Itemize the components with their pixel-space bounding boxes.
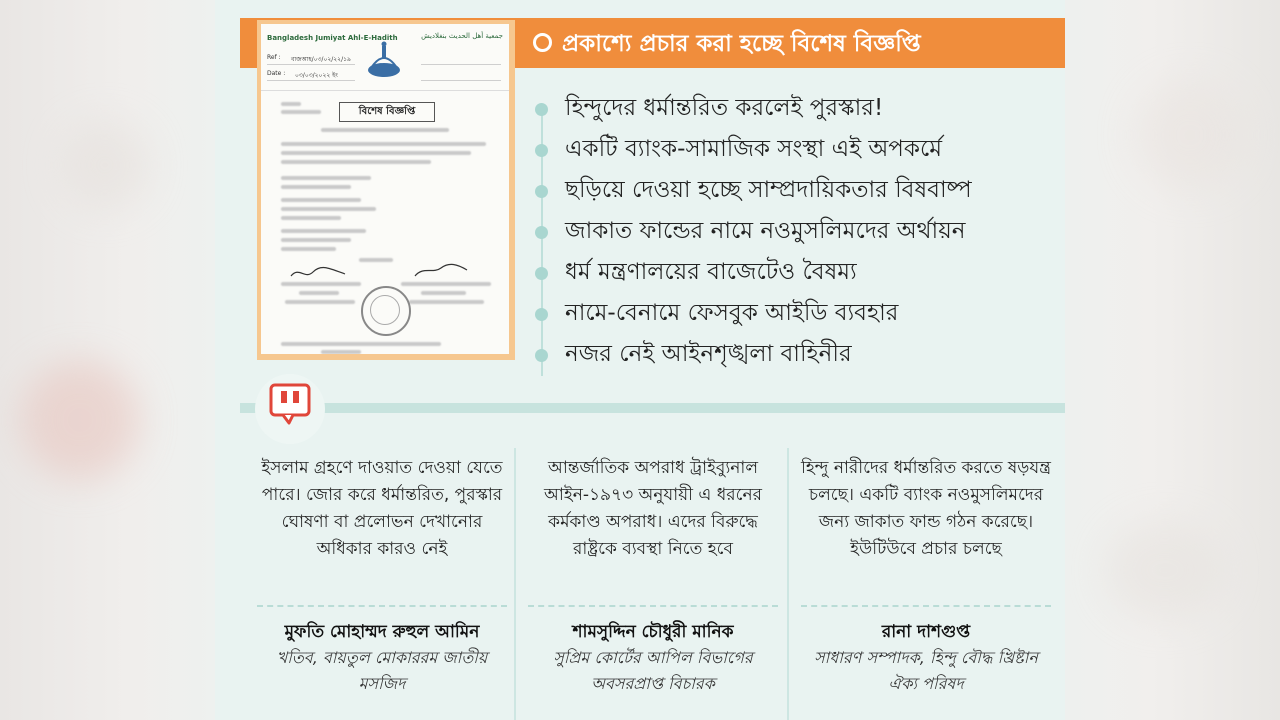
infographic-card	[215, 0, 1065, 720]
bullet-list	[535, 88, 1055, 375]
column-separator	[787, 448, 789, 720]
background-blur-shape	[60, 120, 150, 210]
bullet-dot-icon	[535, 308, 548, 321]
bullet-item	[535, 293, 1055, 334]
speaker-role: সাধারণ সম্পাদক, হিন্দু বৌদ্ধ খ্রিষ্টান ঐক্য পরিষদ	[814, 648, 1038, 693]
speaker-role: সুপ্রিম কোর্টের আপিল বিভাগের অবসরপ্রাপ্ত বিচারক	[553, 648, 753, 693]
signature-left-icon	[289, 264, 349, 282]
dashed-separator	[801, 605, 1051, 607]
document-text-blurred	[281, 282, 361, 286]
document-text-blurred	[281, 110, 321, 114]
document-title: বিশেষ বিজ্ঞপ্তি	[339, 102, 435, 122]
bullet-item	[535, 334, 1055, 375]
document-rule	[421, 64, 501, 65]
bullet-text: নামে-বেনামে ফেসবুক আইডি ব্যবহার	[565, 300, 899, 326]
document-text-blurred	[281, 102, 301, 106]
document-org-arabic: جمعية أهل الحديث بنغلاديش	[421, 32, 503, 40]
signature-right-icon	[411, 262, 471, 280]
document-date-value: ০৩/০৩/২০২২ ইং	[295, 72, 338, 79]
bullet-text: একটি ব্যাংক-সামাজিক সংস্থা এই অপকর্মে	[565, 136, 943, 162]
document-text-blurred	[281, 216, 341, 220]
quote-column-3	[801, 455, 1051, 697]
speaker-role: খতিব, বায়তুল মোকাররম জাতীয় মসজিদ	[276, 648, 488, 693]
bullet-dot-icon	[535, 267, 548, 280]
document-text-blurred	[281, 198, 361, 202]
quote-text: ইসলাম গ্রহণে দাওয়াত দেওয়া যেতে পারে। জোর করে ধর্মান্তরিত, পুরস্কার ঘোষণা বা প্রলোভন দেখানোর অধিকার কারও নেই	[261, 458, 503, 559]
document-org-name: Bangladesh Jumiyat Ahl-E-Hadith	[267, 34, 398, 42]
document-text-blurred	[281, 185, 351, 189]
speaker-name: শামসুদ্দিন চৌধুরী মানিক	[572, 622, 734, 642]
speaker-name: রানা দাশগুপ্ত	[881, 622, 971, 642]
document-text-blurred	[281, 247, 336, 251]
document-text-blurred	[321, 128, 449, 132]
bullet-dot-icon	[535, 103, 548, 116]
document-text-blurred	[281, 342, 441, 346]
document-text-blurred	[359, 258, 393, 262]
dashed-separator	[528, 605, 778, 607]
document-rule	[267, 80, 355, 81]
bullet-text: ধর্ম মন্ত্রণালয়ের বাজেটেও বৈষম্য	[565, 259, 857, 285]
document-text-blurred	[281, 238, 351, 242]
document-ref-label: Ref :	[267, 54, 281, 61]
quote-text: আন্তর্জাতিক অপরাধ ট্রাইব্যুনাল আইন-১৯৭৩ অনুযায়ী এ ধরনের কর্মকাণ্ড অপরাধ। এদের বিরুদ্ধে রাষ্ট্রকে ব্যবস্থা নিতে হবে	[544, 458, 762, 559]
background-blur-shape	[20, 360, 140, 480]
document-text-blurred	[281, 151, 471, 155]
document-text-blurred	[281, 160, 431, 164]
document-text-blurred	[281, 207, 376, 211]
left-background	[0, 0, 215, 720]
document-rule	[421, 80, 501, 81]
banner-title-text: প্রকাশ্যে প্রচার করা হচ্ছে বিশেষ বিজ্ঞপ্তি	[562, 31, 921, 57]
bullet-text: হিন্দুদের ধর্মান্তরিত করলেই পুরস্কার!	[565, 95, 884, 121]
background-blur-shape	[1105, 520, 1225, 620]
bullet-item	[535, 88, 1055, 129]
bullet-item	[535, 211, 1055, 252]
dashed-separator	[257, 605, 507, 607]
document-text-blurred	[281, 142, 486, 146]
document-text-blurred	[421, 291, 466, 295]
bullet-dot-icon	[535, 226, 548, 239]
document-text-blurred	[321, 350, 361, 354]
document-text-blurred	[281, 229, 366, 233]
document-text-blurred	[401, 282, 491, 286]
banner-title	[533, 22, 921, 66]
document-page	[261, 24, 509, 354]
bullet-item	[535, 252, 1055, 293]
quote-bubble-icon	[269, 381, 311, 425]
organization-logo-icon	[365, 40, 403, 80]
bullet-dot-icon	[535, 144, 548, 157]
document-date-label: Date :	[267, 70, 286, 77]
document-ref-value: বাজআহ/০৩/০২/২২/১৯	[291, 56, 351, 63]
bullet-dot-icon	[535, 185, 548, 198]
right-background	[1065, 0, 1280, 720]
bullet-dot-icon	[535, 349, 548, 362]
quote-column-2	[528, 455, 778, 697]
bullet-text: ছড়িয়ে দেওয়া হচ্ছে সাম্প্রদায়িকতার বিষবাষ্প	[565, 177, 972, 203]
document-text-blurred	[285, 300, 355, 304]
document-text-blurred	[299, 291, 339, 295]
background-blur-shape	[1135, 80, 1245, 190]
bullet-text: নজর নেই আইনশৃঙ্খলা বাহিনীর	[565, 341, 852, 367]
ring-icon	[533, 33, 552, 52]
document-letterhead	[261, 24, 509, 91]
quote-text: হিন্দু নারীদের ধর্মান্তরিত করতে ষড়যন্ত্র চলছে। একটি ব্যাংক নওমুসলিমদের জন্য জাকাত ফান্ড গঠন করেছে। ইউটিউবে প্রচার চলছে	[801, 458, 1051, 559]
quote-column-1	[257, 455, 507, 697]
document-text-blurred	[281, 176, 371, 180]
seal-stamp-icon	[361, 286, 411, 336]
bullet-item	[535, 129, 1055, 170]
speaker-name: মুফতি মোহাম্মদ রুহুল আমিন	[284, 622, 480, 642]
section-divider	[240, 403, 1065, 413]
document-image	[257, 20, 515, 360]
bullet-item	[535, 170, 1055, 211]
column-separator	[514, 448, 516, 720]
bullet-text: জাকাত ফান্ডের নামে নওমুসলিমদের অর্থায়ন	[565, 218, 966, 244]
document-rule	[267, 64, 355, 65]
document-text-blurred	[409, 300, 484, 304]
